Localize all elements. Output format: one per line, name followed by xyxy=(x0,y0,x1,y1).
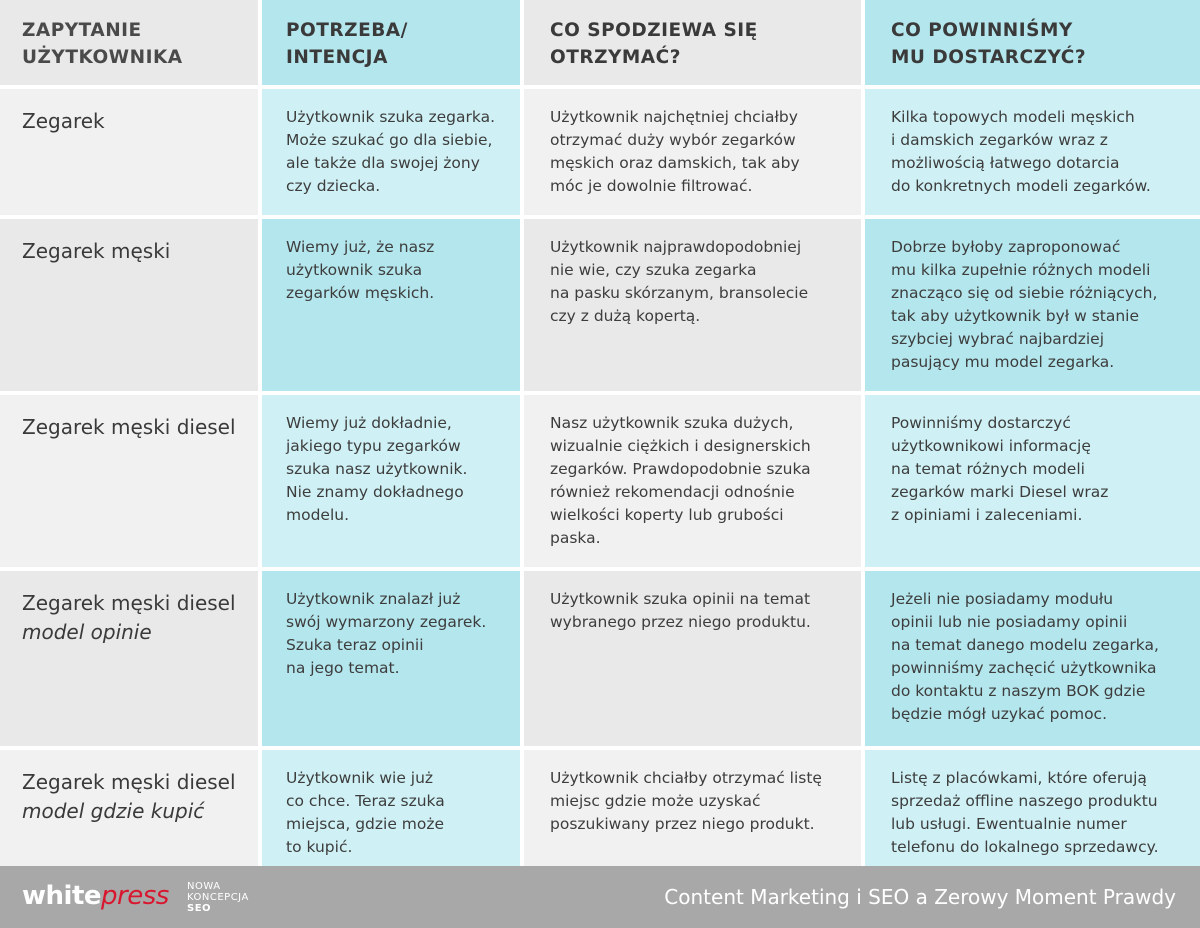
tagline-line-2: KONCEPCJA xyxy=(187,892,249,903)
row-3-expect: Nasz użytkownik szuka dużych, wizualnie ciężkich i designerskich zegarków. Prawdopodobnie szuka również rekomendacji odnośnie wielkości koperty lub grubości paska. xyxy=(524,395,861,567)
tagline-line-1: NOWA xyxy=(187,881,221,892)
whitepress-logo xyxy=(22,881,169,911)
row-5-expect: Użytkownik chciałby otrzymać listę miejsc gdzie może uzyskać poszukiwany przez niego produkt. xyxy=(524,750,861,879)
row-4-deliver: Jeżeli nie posiadamy modułu opinii lub nie posiadamy opinii na temat danego modelu zegarka, powinniśmy zachęcić użytkownika do kontaktu z naszym BOK gdzie będzie mógł uzykać pomoc. xyxy=(865,571,1200,746)
logo-white-text: white xyxy=(22,881,102,911)
row-5-deliver: Listę z placówkami, które oferują sprzedaż offline naszego produktu lub usługi. Ewentualnie numer telefonu do lokalnego sprzedawcy. xyxy=(865,750,1200,879)
header-need: POTRZEBA/ INTENCJA xyxy=(262,0,520,85)
row-1-deliver: Kilka topowych modeli męskich i damskich zegarków wraz z możliwością łatwego dotarcia do konkretnych modeli zegarków. xyxy=(865,89,1200,215)
footer-title: Content Marketing i SEO a Zerowy Moment Prawdy xyxy=(664,885,1176,909)
row-4-need: Użytkownik znalazł już swój wymarzony zegarek. Szuka teraz opinii na jego temat. xyxy=(262,571,520,746)
header-deliver: CO POWINNIŚMY MU DOSTARCZYĆ? xyxy=(865,0,1200,85)
row-5-need: Użytkownik wie już co chce. Teraz szuka miejsca, gdzie może to kupić. xyxy=(262,750,520,879)
query-text-italic: model gdzie kupić xyxy=(22,799,205,823)
footer-bar xyxy=(0,866,1200,928)
query-text: Zegarek xyxy=(22,109,105,133)
header-query: ZAPYTANIE UŻYTKOWNIKA xyxy=(0,0,258,85)
query-text-italic: model opinie xyxy=(22,620,152,644)
query-text: Zegarek męski diesel xyxy=(22,770,236,794)
row-5-query xyxy=(0,750,258,879)
row-1-query xyxy=(0,89,258,215)
query-text: Zegarek męski xyxy=(22,239,171,263)
query-text: Zegarek męski diesel xyxy=(22,415,236,439)
row-1-expect: Użytkownik najchętniej chciałby otrzymać duży wybór zegarków męskich oraz damskich, tak aby móc je dowolnie filtrować. xyxy=(524,89,861,215)
tagline-line-3: SEO xyxy=(187,903,212,914)
row-3-deliver: Powinniśmy dostarczyć użytkownikowi informację na temat różnych modeli zegarków marki Diesel wraz z opiniami i zaleceniami. xyxy=(865,395,1200,567)
query-text: Zegarek męski diesel xyxy=(22,591,236,615)
row-2-deliver: Dobrze byłoby zaproponować mu kilka zupełnie różnych modeli znacząco się od siebie różniących, tak aby użytkownik był w stanie szybciej wybrać najbardziej pasujący mu model zegarka. xyxy=(865,219,1200,391)
row-2-query xyxy=(0,219,258,391)
logo-press-text: press xyxy=(101,881,169,911)
row-1-need: Użytkownik szuka zegarka. Może szukać go dla siebie, ale także dla swojej żony czy dziecka. xyxy=(262,89,520,215)
row-3-need: Wiemy już dokładnie, jakiego typu zegarków szuka nasz użytkownik. Nie znamy dokładnego modelu. xyxy=(262,395,520,567)
row-4-expect: Użytkownik szuka opinii na temat wybranego przez niego produktu. xyxy=(524,571,861,746)
tagline xyxy=(187,881,249,914)
row-2-need: Wiemy już, że nasz użytkownik szuka zegarków męskich. xyxy=(262,219,520,391)
row-2-expect: Użytkownik najprawdopodobniej nie wie, czy szuka zegarka na pasku skórzanym, bransolecie czy z dużą kopertą. xyxy=(524,219,861,391)
header-expect: CO SPODZIEWA SIĘ OTRZYMAĆ? xyxy=(524,0,861,85)
row-4-query xyxy=(0,571,258,746)
row-3-query xyxy=(0,395,258,567)
